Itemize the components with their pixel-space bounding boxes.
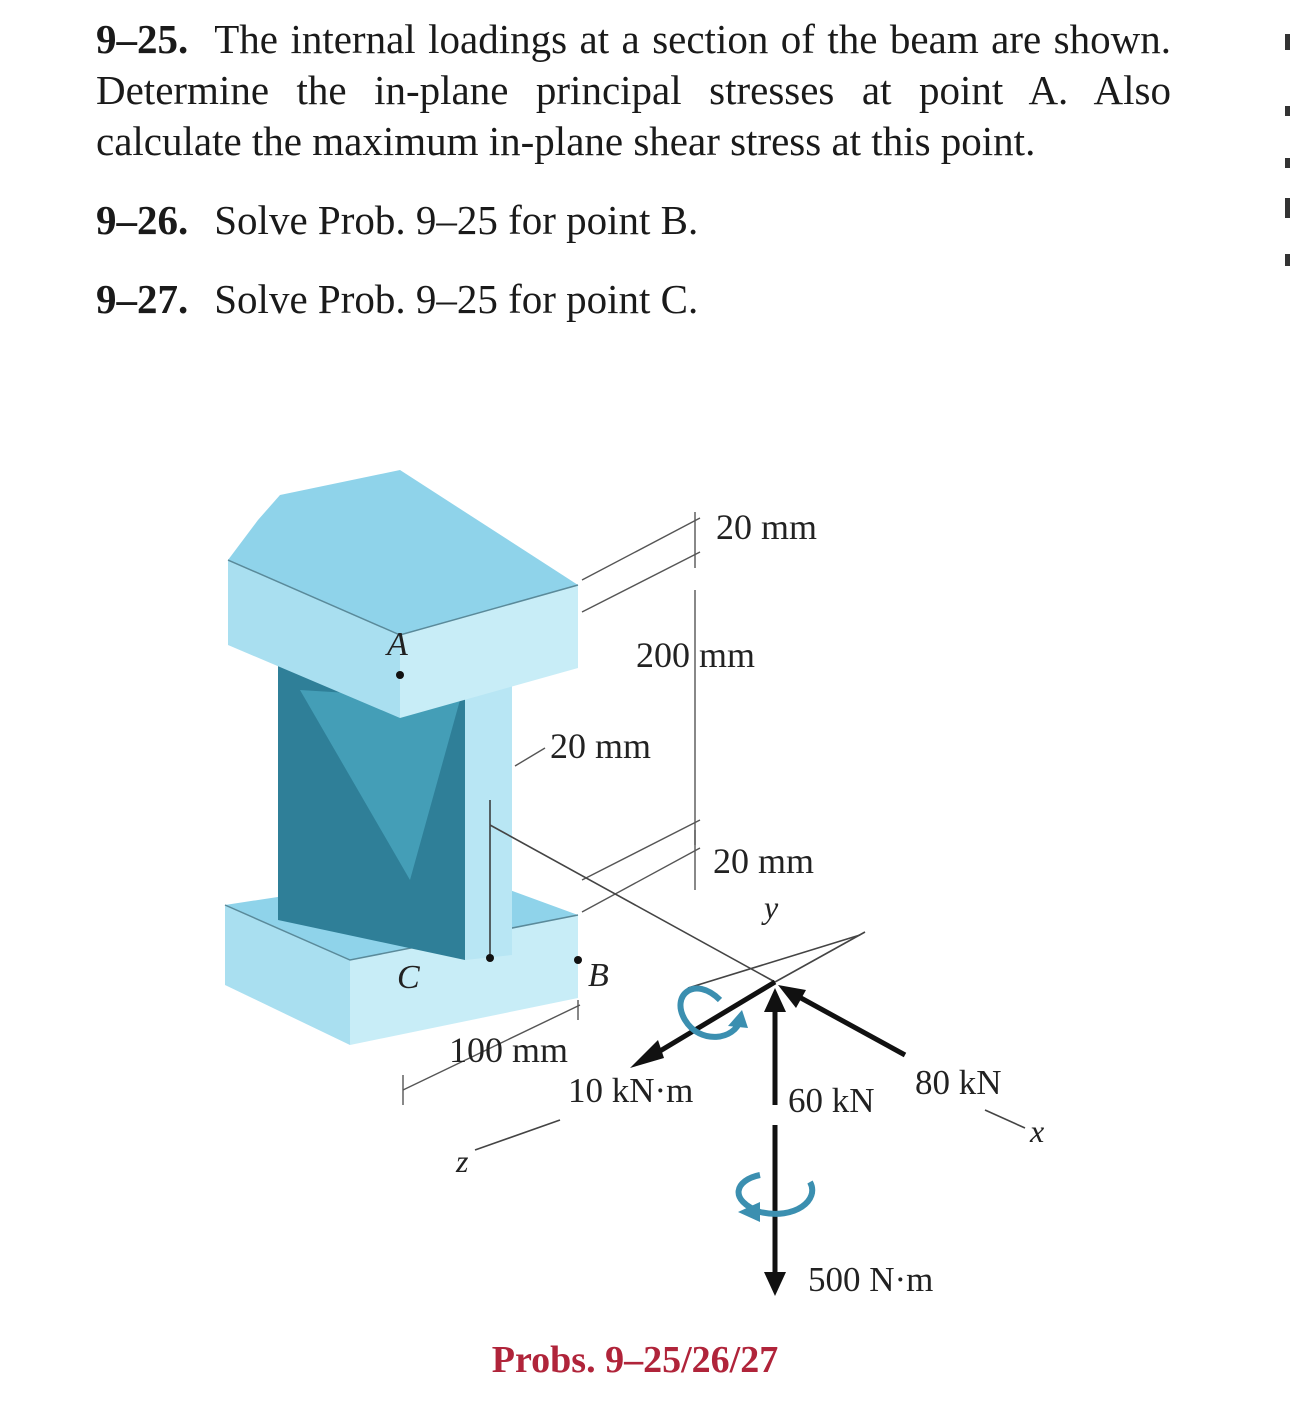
dim-width-label: 100 mm: [449, 1030, 569, 1070]
axis-x-label: x: [1030, 1113, 1045, 1149]
point-b-dot: [574, 956, 582, 964]
problem-text: Solve Prob. 9–25 for point B.: [214, 197, 699, 243]
problem-number: 9–27.: [96, 276, 189, 322]
point-c-dot: [486, 954, 494, 962]
dim-flange-bottom-label: 20 mm: [713, 841, 815, 881]
moment-10knm-label: 10 kN·m: [568, 1071, 694, 1110]
problem-number: 9–26.: [96, 197, 189, 243]
figure-caption: Probs. 9–25/26/27: [491, 1339, 779, 1381]
problem-text: The internal loadings at a section of the beam are shown. Determine the in-plane principal stresses at point A. Also calculate the maximum in-plane shear stress at this point.: [96, 16, 1171, 164]
axis-y-label: y: [764, 889, 779, 925]
point-a-label: A: [387, 626, 408, 663]
dim-web-label: 20 mm: [550, 726, 652, 766]
point-c-label: C: [397, 959, 420, 996]
load-arrows: [630, 982, 905, 1296]
force-80kn-label: 80 kN: [915, 1063, 1002, 1102]
dim-flange-top-label: 20 mm: [716, 507, 818, 547]
force-60kn-label: 60 kN: [788, 1081, 875, 1120]
problem-text: Solve Prob. 9–25 for point C.: [214, 276, 699, 322]
point-b-label: B: [588, 957, 609, 994]
axis-z-label: z: [456, 1143, 469, 1179]
dim-depth-label: 200 mm: [636, 635, 756, 675]
torque-500nm-label: 500 N·m: [808, 1260, 934, 1299]
problem-number: 9–25.: [96, 16, 189, 62]
point-a-dot: [396, 671, 404, 679]
